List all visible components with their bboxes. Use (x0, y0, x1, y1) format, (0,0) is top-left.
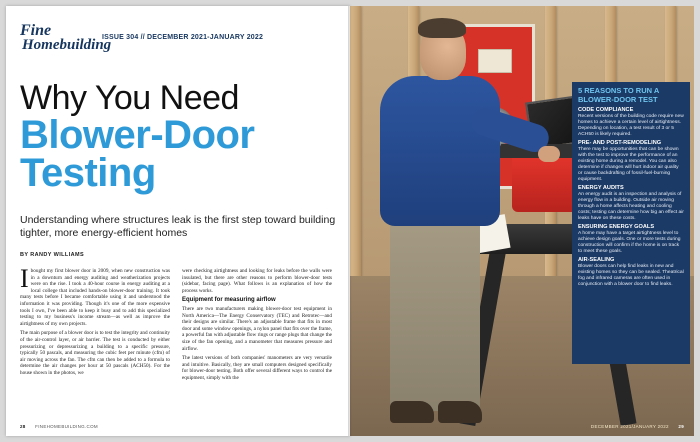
page-number-right: 29 (678, 424, 684, 429)
folio-left (20, 424, 98, 429)
headline-line-2: Blower-Door (20, 113, 255, 157)
body-column-1 (20, 268, 170, 416)
sidebar-item-heading: CODE COMPLIANCE (578, 107, 634, 113)
sidebar-item-body: There may be opportunities that can be shown with the test to improve the performance of an existing home during a remodel. You can also determine if changes will hurt indoor air quality or cause backdrafting of fossil-fuel-burning equipment. (578, 147, 679, 182)
body-paragraph (20, 268, 170, 327)
logo-line-1: Fine (20, 22, 52, 39)
headline-blue (20, 113, 350, 195)
spine-gutter (348, 6, 352, 436)
left-page (6, 6, 350, 436)
sidebar-item-body: Recent versions of the building code require new homes to achieve a certain level of airtightness. Depending on location, a test result of 3 or 5 ACH50 is likely required. (578, 114, 684, 137)
sidebar-title: 5 REASONS TO RUN A BLOWER-DOOR TEST (578, 86, 659, 104)
section-heading: Equipment for measuring airflow (182, 297, 276, 304)
body-paragraph: There are two manufacturers making blower-door test equipment in North America—The Energy Conservatory (TEC) and Retrotec—and their designs are similar. There's an adjustable frame that fits in most door and some window openings, a nylon panel that fits over the frame, a powerful fan with adjustable flow rings or range plugs that change the size of the fan opening, and a manometer that measures pressure and airflow. (182, 305, 332, 352)
article-deck: Understanding where structures leak is the first step toward building tighter, more energy-efficient homes (20, 214, 336, 239)
technician-hand (538, 146, 560, 162)
sidebar-item-body: A home may have a target airtightness level to achieve design goals. One or more tests during construction will confirm if the home is on track to meet these goals. (578, 231, 681, 254)
magazine-logo (20, 22, 112, 54)
body-paragraph: were checking airtightness and looking for leaks before the walls were insulated, but there are other reasons to perform blower-door tests (sidebar, facing page). What follows is an explanation of how the process works. (182, 268, 332, 294)
page-number-left: 28 (20, 424, 26, 429)
byline: BY RANDY WILLIAMS (20, 252, 85, 258)
sidebar-box (572, 82, 690, 364)
technician-pants (390, 221, 480, 411)
sidebar-item-heading: AIR-SEALING (578, 257, 615, 263)
right-page-photo (350, 6, 694, 436)
body-paragraph: The latest versions of both companies' manometers are very versatile and intuitive. Basically, they are small computers designed specifically for blower-door testing. Both offer several different ways to control the equipment, simply with the (182, 355, 332, 381)
sidebar-item-body: Blower doors can help find leaks in new and existing homes so they can be sealed. Theatrical fog and infrared cameras are often used in conjunction with a blower door to find leaks. (578, 264, 684, 287)
issue-date: DECEMBER 2021/JANUARY 2022 (590, 424, 669, 429)
body-paragraph: The main purpose of a blower door is to test the integrity and continuity of the air-control layer, or air barrier. The test is conducted by either pressurizing or depressurizing a building to a specific pressure, typically 50 pascals, and measuring the cubic feet per minute (cfm) of air moving across the fan. The cfm can then be added to a formula to determine the air changes per hour at 50 pascals (ACH50). For the house shown in the photos, we (20, 330, 170, 376)
drop-cap: I (20, 268, 29, 293)
headline-line-3: Testing (20, 151, 156, 195)
sidebar-item-body: An energy audit is an inspection and analysis of energy flow in a building. Outside air moving through a home affects heating and cooling costs; testing can determine how big an effect air leaks have on these costs. (578, 192, 684, 221)
boot (438, 401, 482, 423)
headline-line-1: Why You Need (20, 79, 239, 117)
sidebar-item-heading: PRE- AND POST-REMODELING (578, 140, 662, 146)
technician-shirt (380, 76, 500, 226)
folio-right (591, 424, 684, 429)
sidebar-item-heading: ENERGY AUDITS (578, 185, 624, 191)
logo-line-2: Homebuilding (22, 37, 112, 53)
boot (390, 401, 434, 423)
sidebar-item-heading: ENSURING ENERGY GOALS (578, 224, 655, 230)
technician-hair (418, 18, 466, 38)
website-url: FINEHOMEBUILDING.COM (35, 424, 98, 429)
paragraph-text: bought my first blower door in 2009, when new construction was in a downturn and energy auditing and weatherization projects were on the rise. I took a 40-hour course in energy auditing at a local college that included hands-on blower-door training. It took many tests before I became comfortable using it and understood the information it was providing. Though it's one of the more expensive tools I own, I've been able to keep it busy and to add this specialized testing to my business's income stream—as well as improve the airtightness of my own projects. (20, 268, 170, 327)
technician (350, 6, 550, 436)
body-column-2 (182, 268, 332, 416)
issue-line: ISSUE 304 // DECEMBER 2021-JANUARY 2022 (102, 34, 264, 41)
